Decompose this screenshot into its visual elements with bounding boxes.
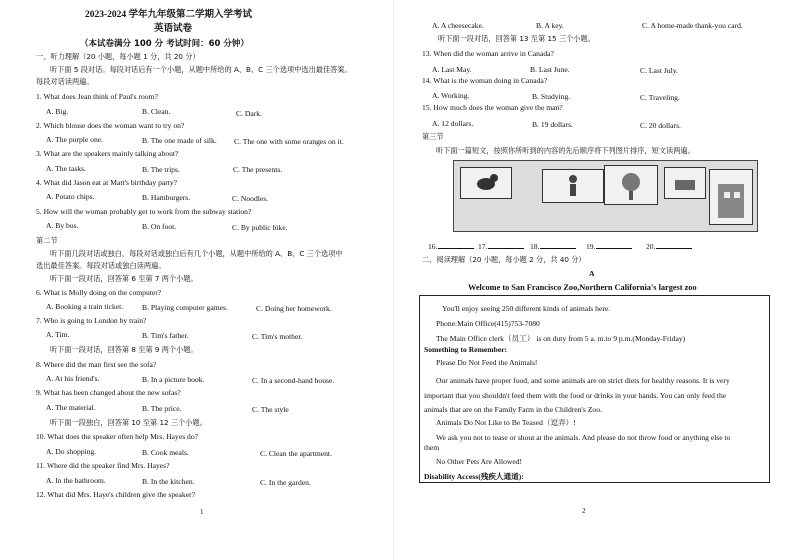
sec1-instructions: 听下面 5 段对话。每段对话后有一个小题，从题中所给的 A、B、C 三个选项中选出最佳答案。 xyxy=(50,65,352,74)
question: 11. Where did the speaker find Mrs. Hayes? xyxy=(36,461,170,470)
passage-letter: A xyxy=(589,269,595,278)
blank-line xyxy=(488,241,524,249)
question: 9. What has been changed about the new sofas? xyxy=(36,388,181,397)
option-a[interactable]: A. Booking a train ticket. xyxy=(46,302,124,311)
option-b[interactable]: B. The price. xyxy=(142,404,182,413)
page-number: 1 xyxy=(200,508,204,516)
option-b[interactable]: B. The one made of silk. xyxy=(142,136,217,145)
option-c[interactable]: C. Doing her homework. xyxy=(256,304,332,313)
option-c[interactable]: C. The style xyxy=(252,405,289,414)
option-c[interactable]: C. Traveling. xyxy=(640,93,680,102)
sub-instruction: 听下面一段对话，回答第 6 至第 7 两个小题。 xyxy=(50,274,198,283)
sec2-instructions: 听下面几段对话或独白，每段对话或独白后有几个小题，从题中所给的 A、B、C 三个选项中 xyxy=(50,249,343,258)
option-a[interactable]: A. The purple one. xyxy=(46,135,104,144)
sec3-heading: 第三节 xyxy=(422,132,444,141)
option-c[interactable]: C. The presents. xyxy=(233,165,283,174)
option-c[interactable]: C. In a second-hand house. xyxy=(252,376,335,385)
sec1-instructions-2: 每段对话读两遍。 xyxy=(36,77,94,86)
sub-instruction: 听下面一段对话，回答第 13 至第 15 三个小题。 xyxy=(438,34,595,43)
no-pets: No Other Pets Are Allowed! xyxy=(436,457,523,466)
para-line: Our animals have proper food, and some animals are on strict diets for healthy reasons. It is very xyxy=(436,376,730,385)
option-c[interactable]: C. In the garden. xyxy=(260,478,311,487)
listening-pictures xyxy=(453,160,758,232)
picture-4 xyxy=(664,167,706,199)
do-not-feed: Please Do Not Feed the Animals! xyxy=(436,358,538,367)
animal-icon xyxy=(461,168,511,198)
answer-blank-20[interactable] xyxy=(646,241,692,251)
option-b[interactable]: B. In the kitchen. xyxy=(142,477,195,486)
exam-title: 2023-2024 学年九年级第二学期入学考试 xyxy=(85,10,253,20)
option-a[interactable]: A. Potato chips. xyxy=(46,192,95,201)
option-b[interactable]: B. Studying. xyxy=(532,92,571,101)
passage-title: Welcome to San Francisco Zoo,Northern California's largest zoo xyxy=(468,283,697,292)
exam-subtitle: 英语试卷 xyxy=(154,24,193,34)
para-line: important that you shouldn't feed them with the food or drinks in your hands. You can only feed the xyxy=(424,391,727,400)
tease-heading: Animals Do Not Like to Be Teased（逗弄）! xyxy=(436,418,576,427)
question: 12. What did Mrs. Haye's children give the speaker? xyxy=(36,490,195,499)
option-b[interactable]: B. On foot. xyxy=(142,222,177,231)
option-b[interactable]: B. Clean. xyxy=(142,107,171,116)
sec3-instructions: 听下面一篇短文，按照你所听到的内容的先后顺序将下列图片排序，短文读两遍。 xyxy=(436,146,695,155)
question: 5. How will the woman probably get to work from the subway station? xyxy=(36,207,252,216)
option-c[interactable]: C. 20 dollars. xyxy=(640,121,681,130)
blank-label: 17. xyxy=(478,242,488,251)
option-b[interactable]: B. Hamburgers. xyxy=(142,193,191,202)
picture-3 xyxy=(604,165,658,205)
sub-instruction: 听下面一段对话，回答第 8 至第 9 两个小题。 xyxy=(50,345,198,354)
picture-1 xyxy=(460,167,512,199)
question: 7. Who is going to London by train? xyxy=(36,316,147,325)
option-c[interactable]: C. Last July. xyxy=(640,66,678,75)
picture-2 xyxy=(542,169,604,203)
question: 8. Where did the man first see the sofa? xyxy=(36,360,157,369)
answer-blank-16[interactable] xyxy=(428,241,474,251)
option-b[interactable]: B. 19 dollars. xyxy=(532,120,573,129)
option-a[interactable]: A. 12 dollars. xyxy=(432,119,474,128)
blank-label: 18. xyxy=(530,242,540,251)
blank-line xyxy=(438,241,474,249)
remember-heading: Something to Remember: xyxy=(424,345,508,354)
question: 4. What did Jason eat at Matt's birthday party? xyxy=(36,178,178,187)
food-icon xyxy=(665,168,705,198)
blank-line xyxy=(596,241,632,249)
question: 15. How much does the woman give the man? xyxy=(422,103,563,112)
option-b[interactable]: B. A key. xyxy=(536,21,564,30)
question: 13. When did the woman arrive in Canada? xyxy=(422,49,554,58)
option-a[interactable]: A. The tasks. xyxy=(46,164,86,173)
option-b[interactable]: B. Playing computer games. xyxy=(142,303,228,312)
question: 10. What does the speaker often help Mrs. Hayes do? xyxy=(36,432,199,441)
box-line: The Main Office clerk（员工） is on duty from 5 a. m.to 9 p.m.(Monday-Friday) xyxy=(436,334,686,343)
para-line: them xyxy=(424,443,440,452)
answer-blank-17[interactable] xyxy=(478,241,524,251)
part2-heading: 二、阅读理解（20 小题，每小题 2 分，共 40 分） xyxy=(422,255,586,264)
option-c[interactable]: C. By public bike. xyxy=(232,223,288,232)
option-a[interactable]: A. By bus. xyxy=(46,221,79,230)
picture-5 xyxy=(709,169,753,225)
blank-label: 20. xyxy=(646,242,656,251)
para-line: animals that are on the Family Farm in the Children's Zoo. xyxy=(424,405,602,414)
blank-line xyxy=(656,241,692,249)
option-c[interactable]: C. The one with some oranges on it. xyxy=(234,137,344,146)
score-line: （本试卷满分 100 分 考试时间：60 分钟） xyxy=(80,39,249,49)
option-a[interactable]: A. Working. xyxy=(432,91,470,100)
question: 3. What are the speakers mainly talking about? xyxy=(36,149,179,158)
blank-label: 16. xyxy=(428,242,438,251)
box-line: You'll enjoy seeing 250 different kinds of animals here. xyxy=(442,304,611,313)
option-b[interactable]: B. Last June. xyxy=(530,65,570,74)
sec2-heading: 第二节 xyxy=(36,236,58,245)
option-b[interactable]: B. Tim's father. xyxy=(142,331,189,340)
question: 1. What does Jean think of Paul's room? xyxy=(36,92,158,101)
question: 6. What is Molly doing on the computer? xyxy=(36,288,162,297)
option-b[interactable]: B. In a picture book. xyxy=(142,375,205,384)
option-a[interactable]: A. At his friend's. xyxy=(46,374,100,383)
question: 2. Which blouse does the woman want to try on? xyxy=(36,121,185,130)
box-line: Phone:Main Office(415)753-7080 xyxy=(436,319,540,328)
sub-instruction: 听下面一段独白，回答第 10 至第 12 三个小题。 xyxy=(50,418,207,427)
para-line: We ask you not to tease or shout at the animals. And please do not throw food or anything else to xyxy=(436,433,731,442)
part1-heading: 一、听力理解（20 小题，每小题 1 分，共 20 分） xyxy=(36,52,200,61)
option-a[interactable]: A. Do shopping. xyxy=(46,447,97,456)
building-icon xyxy=(710,170,752,224)
option-c[interactable]: C. Noodles. xyxy=(232,194,269,203)
disability-access: Disability Access(残疾人通道): xyxy=(424,472,524,481)
blank-label: 19. xyxy=(586,242,596,251)
option-a[interactable]: A. Big. xyxy=(46,107,69,116)
option-b[interactable]: B. The trips. xyxy=(142,165,180,174)
answer-blank-18[interactable] xyxy=(530,241,576,251)
option-c[interactable]: C. Clean the apartment. xyxy=(260,449,332,458)
option-a[interactable]: A. A cheesecake. xyxy=(432,21,484,30)
question: 14. What is the woman doing in Canada? xyxy=(422,76,548,85)
option-a[interactable]: A. Tim. xyxy=(46,330,70,339)
option-a[interactable]: A. In the bathroom. xyxy=(46,476,106,485)
option-c[interactable]: C. A home-made thank-you card. xyxy=(642,21,743,30)
sec2-instructions-2: 选出最佳答案。每段对话或独白读两遍。 xyxy=(36,261,166,270)
option-c[interactable]: C. Dark. xyxy=(236,109,262,118)
tree-icon xyxy=(605,166,657,204)
page-number: 2 xyxy=(582,507,586,515)
option-a[interactable]: A. The material. xyxy=(46,403,96,412)
option-b[interactable]: B. Cook meals. xyxy=(142,448,189,457)
page-fold xyxy=(393,0,394,560)
option-a[interactable]: A. Last May. xyxy=(432,65,472,74)
answer-blank-19[interactable] xyxy=(586,241,632,251)
blank-line xyxy=(540,241,576,249)
person-icon xyxy=(543,170,603,202)
option-c[interactable]: C. Tim's mother. xyxy=(252,332,303,341)
